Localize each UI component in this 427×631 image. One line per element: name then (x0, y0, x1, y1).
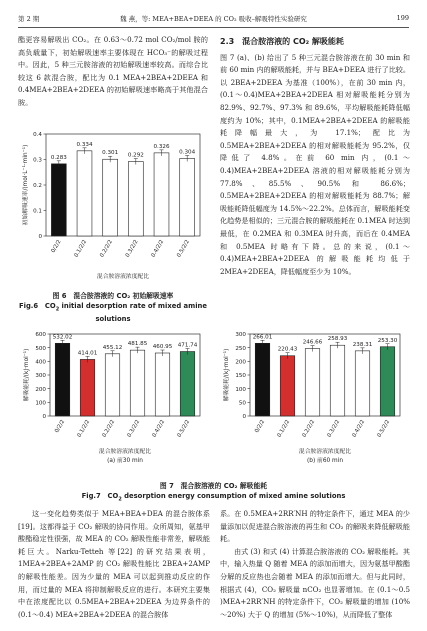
x-tick-label: 0.2/2/2 (101, 419, 117, 439)
bar (130, 350, 145, 416)
data-label: 455.12 (102, 344, 123, 351)
figure-7a-chart (20, 328, 210, 478)
y-tick-label: 200 (235, 359, 246, 366)
right-column-top (220, 36, 410, 278)
bar (80, 359, 95, 416)
y-tick-label: 0.2 (33, 183, 42, 190)
subfigure-label: (a) 前30 min (107, 458, 143, 464)
paragraph: 这一变化趋势类似于 MEA+BEA+DEA 的混合胺体系[19]。这都得益于 CO₂ 解吸的协同作用。众所周知，氨基甲酸酯稳定性很强，故 MEA 的 CO₂ 解吸性能非常差，解吸能耗巨大。Narku-Tetteh 等[22] 的研究结果表明，1MEA+2BEA+2AMP 的 CO₂ 解吸性能比 2BEA+2AMP 的解吸性能差。因为少量的 MEA 可以起到推动反应的作用，而过量的 MEA 将抑制解吸反应的进行。本研究主要集中在浓度配比以 0.5MEA+2BEA+2DEEA 为边界条件的 (0.1～0.4) MEA+2BEA+2DEEA 的混合胺体 (18, 509, 210, 619)
x-tick-label: 0.3/2/2 (326, 419, 342, 439)
data-label: 481.85 (127, 341, 148, 348)
figure-6-chart (18, 118, 208, 288)
y-tick-label: 150 (235, 373, 246, 380)
x-tick-label: 0.4/2/2 (151, 419, 167, 439)
data-label: 0.301 (102, 150, 119, 157)
y-tick-label: 0.1 (33, 208, 42, 215)
y-tick-label: 200 (35, 386, 46, 393)
data-label: 460.95 (152, 344, 173, 351)
x-axis-label: 混合胺溶液浓度配比 (98, 449, 152, 455)
subfigure-label: (b) 前60 min (307, 458, 343, 464)
x-tick-label: 0.1/2/2 (73, 239, 89, 259)
bar (128, 162, 143, 236)
bar (355, 351, 370, 416)
x-tick-label: 0.2/2/2 (99, 239, 114, 259)
x-tick-label: 0.4/2/2 (351, 419, 367, 439)
left-column-top (18, 34, 208, 110)
y-tick-label: 50 (238, 400, 246, 407)
bar (103, 159, 118, 236)
y-tick-label: 400 (35, 359, 46, 366)
y-tick-label: 0.3 (33, 157, 42, 164)
bar (154, 153, 169, 236)
data-label: 0.304 (179, 149, 196, 156)
running-title: 魏 燕，等: MEA+BEA+DEEA 的 CO₂ 吸收–解吸特性实验研究 (120, 15, 307, 23)
y-tick-label: 0 (38, 234, 42, 241)
data-label: 0.292 (127, 152, 144, 159)
x-tick-label: 0/2/2 (254, 419, 267, 435)
x-tick-label: 0.1/2/2 (276, 419, 292, 439)
y-tick-label: 600 (35, 332, 46, 339)
data-label: 414.01 (77, 350, 98, 357)
right-column-bottom (220, 508, 410, 621)
data-label: 258.93 (327, 336, 348, 343)
paragraph: 酯更容易解吸出 CO₂。在 0.63～0.72 mol CO₂/mol 胺的高负载量下，初始解吸速率主要体现在 HCO₃⁻的解吸过程中。因此，5 种三元胺溶液的初始解吸速率较高。而综合比较这 6 款混合胺，配比为 0.1 MEA+2BEA+2DEEA 和 0.4MEA+2BEA+2DEEA 的初始解吸速率略高于其他混合胺。 (18, 35, 208, 107)
figure-7-caption (18, 481, 409, 504)
x-axis-label: 混合胺溶液浓度配比 (96, 274, 150, 280)
y-axis-label: 初始解吸速率/(mol·L⁻¹·min⁻¹) (23, 144, 29, 226)
bar (280, 356, 295, 416)
data-label: 266.01 (252, 334, 273, 341)
page-header (18, 14, 409, 26)
data-label: 0.283 (50, 154, 67, 161)
y-axis-label: 解吸能耗/(kJ·mol⁻¹) (224, 348, 230, 402)
y-axis-label: 解吸能耗/(kJ·mol⁻¹) (24, 348, 30, 402)
figure-7-caption-cn: 图 7 混合胺溶液的 CO₂ 解吸能耗 (159, 482, 268, 490)
x-tick-label: 0.2/2/2 (301, 419, 317, 439)
header-rule (18, 27, 409, 28)
y-tick-label: 250 (235, 345, 246, 352)
plot-frame (46, 134, 200, 236)
y-tick-label: 100 (235, 386, 246, 393)
x-tick-label: 0.3/2/2 (124, 239, 140, 259)
figure-7-caption-en: Fig.7 $CO_2$ desorption energy consumption of mixed amine solutions (81, 492, 346, 503)
x-tick-label: 0.5/2/2 (376, 419, 392, 439)
bar (330, 345, 345, 416)
data-label: 532.02 (52, 334, 73, 341)
data-label: 471.74 (177, 342, 198, 349)
bar (305, 349, 320, 416)
y-tick-label: 0 (42, 414, 46, 421)
x-axis-label: 混合胺溶液浓度配比 (298, 449, 352, 455)
y-tick-label: 0.4 (33, 132, 42, 139)
section-heading: 2.3 混合胺溶液的 CO₂ 解吸能耗 (220, 37, 344, 46)
data-label: 253.30 (377, 337, 398, 344)
bar (51, 164, 66, 236)
y-tick-label: 300 (35, 373, 46, 380)
data-label: 220.43 (277, 346, 298, 353)
bar (55, 343, 70, 416)
y-tick-label: 500 (35, 345, 46, 352)
x-tick-label: 0.1/2/2 (76, 419, 92, 439)
left-column-bottom (18, 508, 210, 621)
bar (155, 353, 170, 416)
page-number: 199 (396, 14, 409, 22)
x-tick-label: 0.5/2/2 (176, 419, 192, 439)
figure-6-caption-en: Fig.6 $CO_2$ initial desorption rate of mixed amine solutions (18, 302, 208, 324)
bar (105, 354, 120, 416)
data-label: 0.334 (76, 141, 93, 148)
bar (180, 352, 195, 416)
issue-number: 第 2 期 (18, 15, 40, 23)
bar (255, 343, 270, 416)
y-tick-label: 100 (35, 400, 46, 407)
data-label: 0.326 (153, 143, 170, 150)
x-tick-label: 0/2/2 (50, 239, 63, 255)
paragraph: 由式 (3) 和式 (4) 计算混合胺溶液的 CO₂ 解吸能耗。其中，输入热量 Q 随着 MEA 的添加而增大，因为氨基甲酸酯分解的反应热也会随着 MEA 的添加而增大。但与此同时，根据式 (4)，CO₂ 解吸量 nCO₂ 也显著增加。在 (0.1～0.5 )MEA+2RR′NH 的特定条件下，CO₂ 解吸量的增加 (10%～20%) 大于 Q 的增加 (5%～10%)，从而降低了整体 (220, 546, 410, 619)
y-tick-label: 300 (235, 332, 246, 339)
bar (77, 151, 92, 236)
x-tick-label: 0.3/2/2 (126, 419, 142, 439)
paragraph: 系。在 0.5MEA+2RR′NH 的特定条件下，通过 MEA 的少量添加以促进混合胺溶液的再生和 CO₂ 的解吸来降低解吸能耗。 (220, 509, 410, 544)
y-tick-label: 0 (242, 414, 246, 421)
plot-frame (250, 334, 400, 416)
paragraph: 图 7 (a)、(b) 给出了 5 种三元混合胺溶液在前 30 min 和前 60 min 内的解吸能耗，并与 BEA+DEEA 进行了比较。以 2BEA+2DEEA 为基准（100%），在前 30 min 内，(0.1～0.4)MEA+2BEA+2DEEA 相对解吸能耗分别为 82.9%、92.7%、97.3% 和 89.6%，平均解吸能耗降低幅度约为 10%；其中，0.1MEA+2BEA+2DEEA 的解吸能耗降幅最大，为 17.1%；配比为 0.5MEA+2BEA+2DEEA 的相对解吸能耗为 95.2%，仅降低了 4.8%。在前 60 min 内，(0.1～0.4)MEA+2BEA+2DEEA 溶液的相对解吸能耗分别为 77.8%、85.5%、90.5% 和 86.6%；0.5MEA+2BEA+2DEEA 的相对解吸能耗为 88.7%；解吸能耗降低幅度为 14.5%～22.2%。总体而言，解吸能耗变化趋势是相似的；三元混合胺的解吸能耗在 0.1MEA 时达到最低，在 0.2MEA 和 0.3MEA 时升高，而后在 0.4MEA 和 0.5MEA 时略有下降。总的来说，(0.1～0.4)MEA+2BEA+2DEEA 的解吸能耗均低于 2MEA+2DEEA，降低幅度至少为 10%。 (220, 52, 410, 276)
figure-6-caption-cn: 图 6 混合胺溶液的 CO₂ 初始解吸速率 (52, 292, 174, 300)
data-label: 238.31 (352, 341, 373, 348)
x-tick-label: 0.5/2/2 (176, 239, 191, 259)
x-tick-label: 0/2/2 (54, 419, 67, 435)
data-label: 246.66 (302, 339, 323, 346)
figure-6-caption (18, 291, 208, 324)
bar (380, 347, 395, 416)
figure-7b-chart (220, 328, 410, 478)
x-tick-label: 0.4/2/2 (150, 239, 166, 259)
bar (180, 158, 195, 236)
